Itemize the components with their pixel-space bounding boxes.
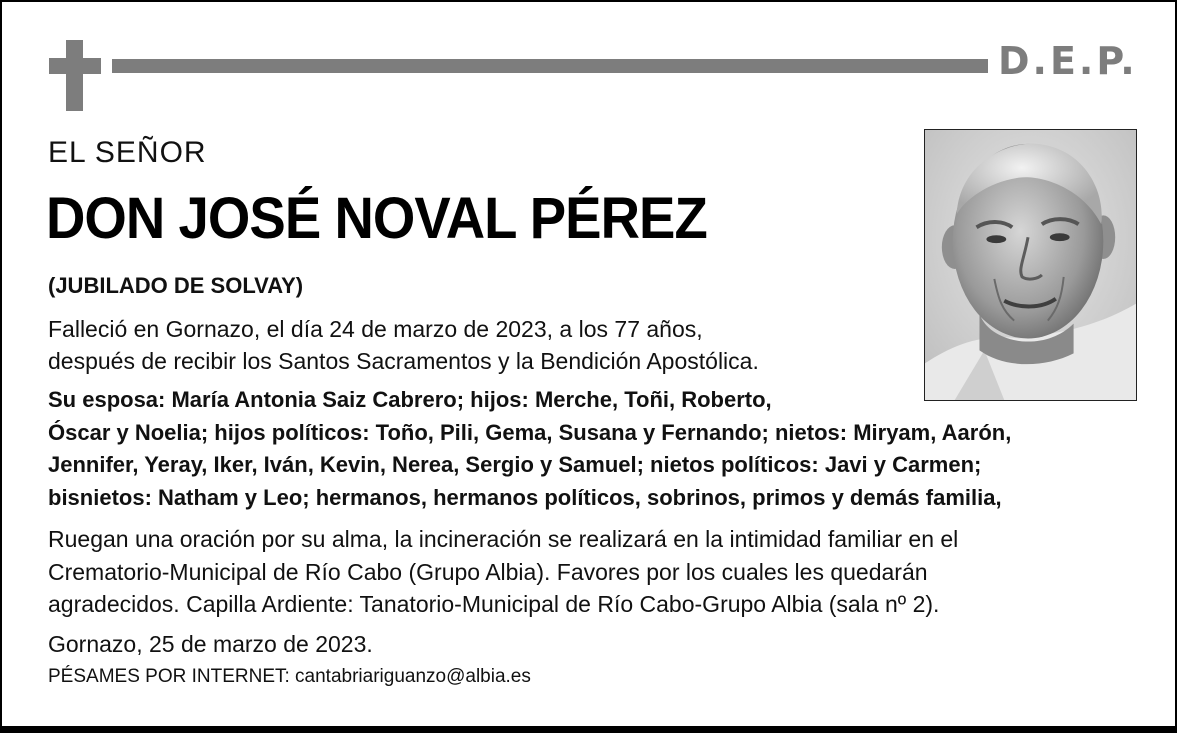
dep-label: D.E.P. (998, 39, 1138, 83)
death-line: Falleció en Gornazo, el día 24 de marzo de 2023, a los 77 años, (48, 316, 703, 342)
death-line: después de recibir los Santos Sacramentos y la Bendición Apostólica. (48, 348, 759, 374)
family-line: Óscar y Noelia; hijos políticos: Toño, Pili, Gema, Susana y Fernando; nietos: Miryam, Aarón, (48, 419, 1012, 445)
portrait-photo (924, 129, 1137, 401)
family-paragraph (48, 384, 1148, 514)
honorific: EL SEÑOR (48, 136, 207, 169)
place-date: Gornazo, 25 de marzo de 2023. (48, 631, 373, 657)
occupation-subtitle: (JUBILADO DE SOLVAY) (48, 273, 304, 298)
family-line: Su esposa: María Antonia Saiz Cabrero; hijos: Merche, Toñi, Roberto, (48, 387, 772, 412)
request-line: Crematorio-Municipal de Río Cabo (Grupo Albia). Favores por los cuales les quedarán (48, 558, 928, 585)
request-line: Ruegan una oración por su alma, la incineración se realizará en la intimidad familiar en el (48, 526, 959, 552)
header-rule (112, 59, 988, 73)
family-line: bisnietos: Natham y Leo; hermanos, hermanos políticos, sobrinos, primos y demás familia, (48, 484, 1002, 510)
condolences-line: PÉSAMES POR INTERNET: cantabriariguanzo@albia.es (48, 666, 531, 687)
cross-icon (49, 40, 101, 111)
request-paragraph (48, 523, 1158, 621)
deceased-name: DON JOSÉ NOVAL PÉREZ (46, 186, 707, 251)
death-paragraph (48, 313, 908, 377)
request-line: agradecidos. Capilla Ardiente: Tanatorio-Municipal de Río Cabo-Grupo Albia (sala nº 2). (48, 591, 940, 617)
family-line: Jennifer, Yeray, Iker, Iván, Kevin, Nerea, Sergio y Samuel; nietos políticos: Javi y Carmen; (48, 452, 982, 477)
